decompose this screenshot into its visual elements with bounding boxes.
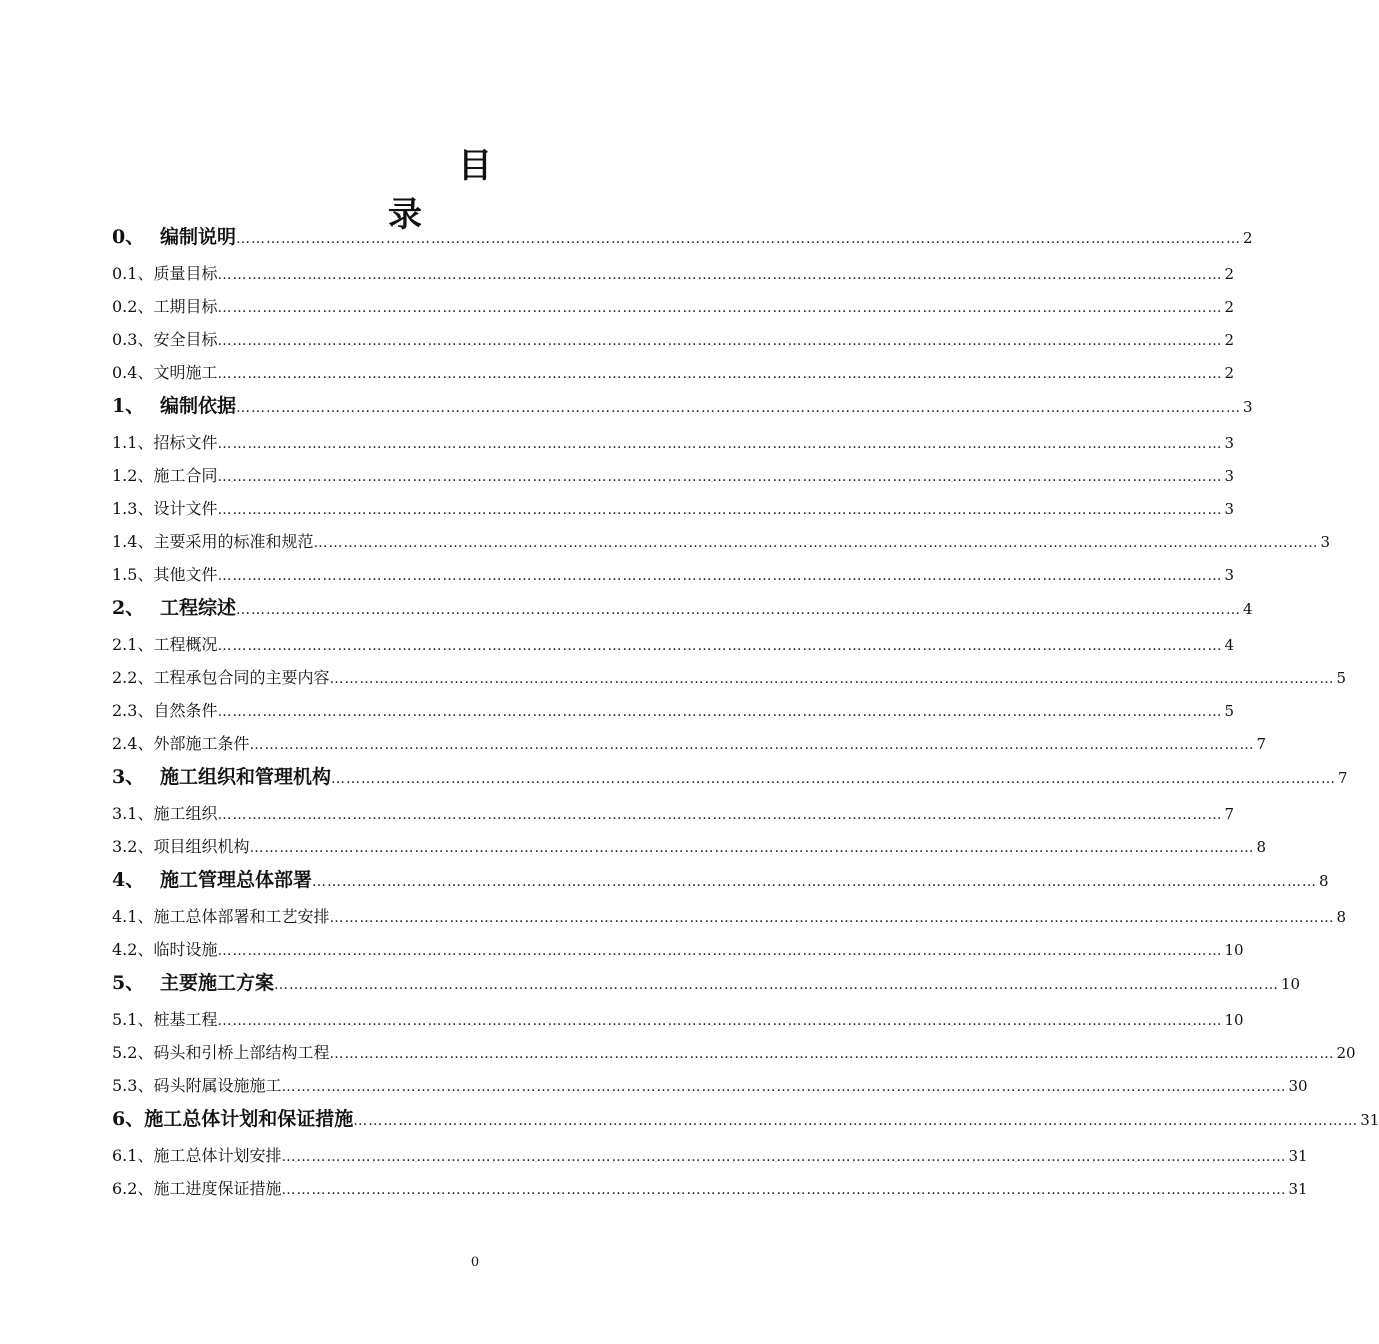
toc-label: 施工组织和管理机构 <box>160 766 332 788</box>
toc-leader <box>353 1104 1358 1138</box>
toc-label: 质量目标 <box>153 264 218 283</box>
toc-number: 3、 <box>112 766 145 788</box>
toc-item[interactable] <box>112 830 1267 863</box>
toc-number: 2.4、 <box>112 734 154 753</box>
toc-page: 20 <box>1336 1044 1356 1062</box>
toc-leader <box>329 1038 1334 1071</box>
toc-number: 4、 <box>112 869 145 891</box>
toc-page: 8 <box>1256 838 1267 856</box>
toc-label: 桩基工程 <box>153 1010 218 1029</box>
toc-leader <box>217 935 1222 968</box>
toc-number: 5、 <box>112 972 145 994</box>
toc-page: 7 <box>1338 769 1348 787</box>
toc-page: 3 <box>1320 533 1331 551</box>
toc-number: 0.2、 <box>112 297 154 316</box>
toc-label: 招标文件 <box>153 433 218 452</box>
toc-number: 2、 <box>112 597 145 619</box>
toc-leader <box>329 902 1334 935</box>
toc-heading[interactable] <box>112 760 1348 797</box>
toc-item[interactable] <box>112 1036 1356 1069</box>
toc-label: 施工合同 <box>153 466 218 485</box>
toc-number: 0、 <box>112 226 145 248</box>
toc-leader <box>281 1071 1286 1104</box>
toc-label: 码头附属设施施工 <box>153 1076 282 1095</box>
toc-label: 设计文件 <box>153 499 218 518</box>
toc-item[interactable] <box>112 900 1347 933</box>
toc-page: 2 <box>1224 298 1235 316</box>
toc-page: 31 <box>1288 1147 1308 1165</box>
toc-heading[interactable] <box>112 389 1253 426</box>
toc-heading[interactable] <box>112 591 1253 628</box>
toc-label: 安全目标 <box>153 330 218 349</box>
toc-item[interactable] <box>112 558 1235 591</box>
toc-page: 2 <box>1243 229 1253 247</box>
toc-number: 0.1、 <box>112 264 154 283</box>
toc-leader <box>217 630 1222 663</box>
toc-page: 2 <box>1224 265 1235 283</box>
toc-page: 3 <box>1224 467 1235 485</box>
toc-leader <box>329 663 1334 696</box>
toc-item[interactable] <box>112 1172 1308 1205</box>
toc-heading[interactable] <box>112 863 1329 900</box>
toc-page: 2 <box>1224 331 1235 349</box>
toc-leader <box>249 832 1254 865</box>
toc-item[interactable] <box>112 323 1235 356</box>
toc-label: 主要施工方案 <box>160 972 275 994</box>
toc-leader <box>217 560 1222 593</box>
toc-label: 主要采用的标准和规范 <box>153 532 314 551</box>
toc-label: 临时设施 <box>153 940 218 959</box>
toc-item[interactable] <box>112 492 1235 525</box>
toc-page: 3 <box>1224 434 1235 452</box>
toc-item[interactable] <box>112 257 1235 290</box>
toc-heading[interactable] <box>112 966 1301 1003</box>
toc-leader <box>217 259 1222 292</box>
toc-item[interactable] <box>112 694 1235 727</box>
toc-page: 8 <box>1336 908 1347 926</box>
toc-leader <box>217 461 1222 494</box>
toc-item[interactable] <box>112 1139 1308 1172</box>
toc-item[interactable] <box>112 727 1267 760</box>
toc-leader <box>217 292 1222 325</box>
toc-page: 8 <box>1319 872 1329 890</box>
toc-item[interactable] <box>112 459 1235 492</box>
toc-label: 施工总体计划和保证措施 <box>144 1108 354 1130</box>
toc-label: 工程概况 <box>153 635 218 654</box>
toc-page: 31 <box>1288 1180 1308 1198</box>
toc-label: 自然条件 <box>153 701 218 720</box>
table-of-contents <box>112 220 1379 1205</box>
toc-number: 3.2、 <box>112 837 154 856</box>
toc-leader <box>217 799 1222 832</box>
toc-label: 其他文件 <box>153 565 218 584</box>
toc-leader <box>236 593 1241 627</box>
toc-label: 施工管理总体部署 <box>160 869 313 891</box>
toc-label: 码头和引桥上部结构工程 <box>153 1043 330 1062</box>
toc-leader <box>281 1141 1286 1174</box>
toc-number: 0.3、 <box>112 330 154 349</box>
toc-item[interactable] <box>112 1069 1308 1102</box>
toc-number: 1.2、 <box>112 466 154 485</box>
toc-number: 2.3、 <box>112 701 154 720</box>
toc-number: 1.1、 <box>112 433 154 452</box>
toc-leader <box>236 391 1241 425</box>
toc-number: 4.2、 <box>112 940 154 959</box>
toc-number: 2.2、 <box>112 668 154 687</box>
toc-label: 施工进度保证措施 <box>153 1179 282 1198</box>
toc-number: 0.4、 <box>112 363 154 382</box>
toc-page: 3 <box>1243 398 1253 416</box>
toc-leader <box>236 222 1241 256</box>
toc-page: 10 <box>1224 1011 1244 1029</box>
toc-label: 项目组织机构 <box>153 837 250 856</box>
toc-item[interactable] <box>112 933 1244 966</box>
toc-label: 外部施工条件 <box>153 734 250 753</box>
toc-label: 施工总体计划安排 <box>153 1146 282 1165</box>
toc-page: 5 <box>1224 702 1235 720</box>
toc-leader <box>312 865 1317 899</box>
toc-item[interactable] <box>112 356 1235 389</box>
toc-number: 3.1、 <box>112 804 154 823</box>
toc-leader <box>313 527 1318 560</box>
toc-leader <box>274 968 1279 1002</box>
toc-page: 3 <box>1224 500 1235 518</box>
toc-number: 4.1、 <box>112 907 154 926</box>
toc-heading[interactable] <box>112 220 1253 257</box>
toc-label: 工程承包合同的主要内容 <box>153 668 330 687</box>
toc-leader <box>217 325 1222 358</box>
page-number: 0 <box>470 1255 480 1270</box>
toc-label: 工程综述 <box>160 597 237 619</box>
toc-number: 6、 <box>112 1108 145 1130</box>
toc-page: 2 <box>1224 364 1235 382</box>
toc-page: 10 <box>1224 941 1244 959</box>
toc-leader <box>217 358 1222 391</box>
toc-label: 编制依据 <box>160 395 237 417</box>
toc-number: 1、 <box>112 395 145 417</box>
toc-item[interactable] <box>112 1003 1244 1036</box>
toc-leader <box>217 428 1222 461</box>
toc-number: 5.3、 <box>112 1076 154 1095</box>
toc-label: 编制说明 <box>160 226 237 248</box>
toc-heading[interactable] <box>112 1102 1379 1139</box>
toc-number: 6.1、 <box>112 1146 154 1165</box>
toc-leader <box>281 1174 1286 1207</box>
toc-page: 7 <box>1256 735 1267 753</box>
toc-item[interactable] <box>112 797 1235 830</box>
toc-page: 5 <box>1336 669 1347 687</box>
toc-page: 10 <box>1281 975 1301 993</box>
toc-item[interactable] <box>112 426 1235 459</box>
toc-number: 1.5、 <box>112 565 154 584</box>
toc-number: 2.1、 <box>112 635 154 654</box>
toc-page: 7 <box>1224 805 1235 823</box>
toc-leader <box>217 696 1222 729</box>
toc-page: 3 <box>1224 566 1235 584</box>
toc-leader <box>331 762 1336 796</box>
toc-number: 1.4、 <box>112 532 154 551</box>
toc-number: 6.2、 <box>112 1179 154 1198</box>
toc-leader <box>249 729 1254 762</box>
toc-number: 5.2、 <box>112 1043 154 1062</box>
toc-item[interactable] <box>112 290 1235 323</box>
toc-page: 4 <box>1243 600 1253 618</box>
toc-page: 31 <box>1360 1111 1379 1129</box>
toc-item[interactable] <box>112 628 1235 661</box>
toc-number: 5.1、 <box>112 1010 154 1029</box>
page-title: 目 录 <box>388 146 1154 235</box>
toc-label: 文明施工 <box>153 363 218 382</box>
toc-label: 施工组织 <box>153 804 218 823</box>
toc-number: 1.3、 <box>112 499 154 518</box>
toc-page: 30 <box>1288 1077 1308 1095</box>
toc-item[interactable] <box>112 525 1331 558</box>
toc-page: 4 <box>1224 636 1235 654</box>
toc-label: 施工总体部署和工艺安排 <box>153 907 330 926</box>
toc-leader <box>217 1005 1222 1038</box>
toc-label: 工期目标 <box>153 297 218 316</box>
toc-leader <box>217 494 1222 527</box>
toc-item[interactable] <box>112 661 1347 694</box>
